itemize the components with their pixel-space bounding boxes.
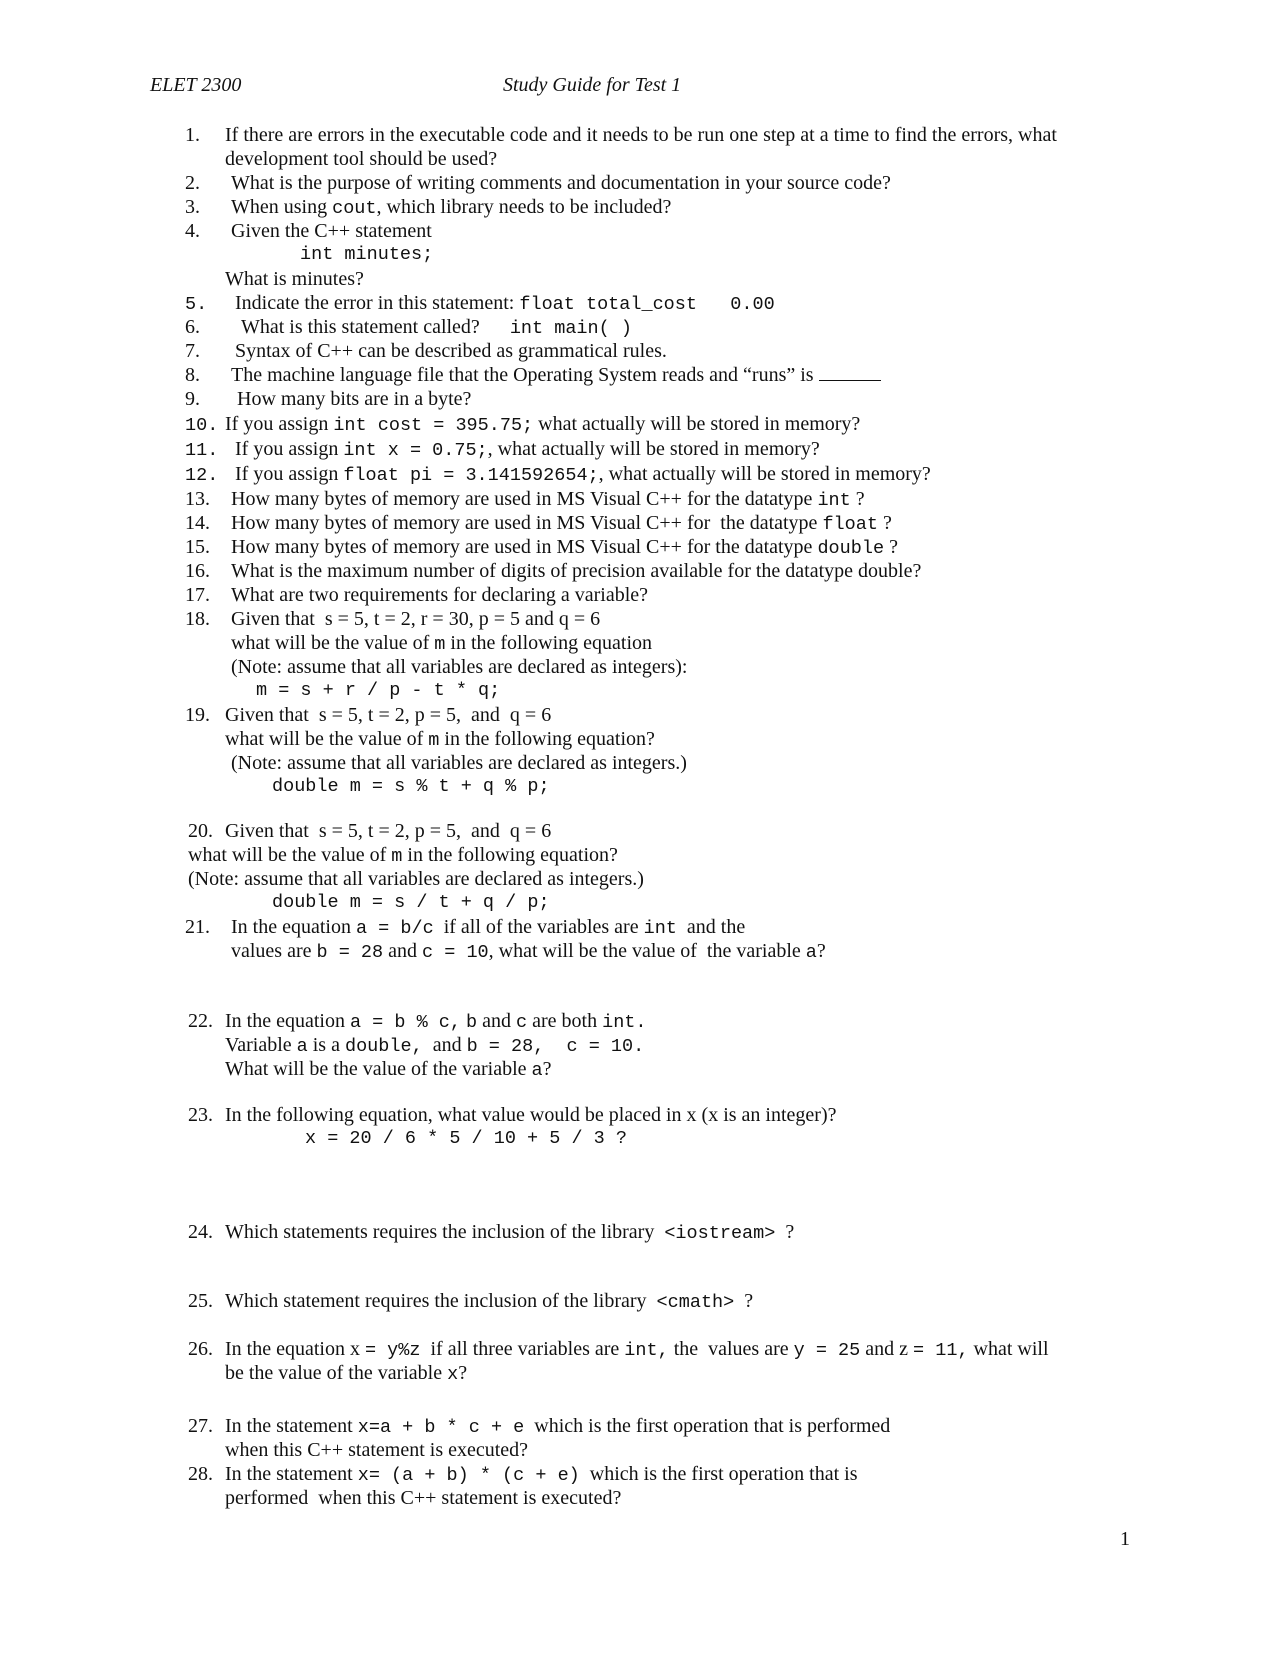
question-22-line2 (225, 1033, 644, 1059)
question-number: 20. (188, 820, 213, 842)
code-inline: = y%z (364, 1340, 421, 1361)
question-number: 5. (185, 294, 208, 315)
answer-blank (819, 364, 881, 381)
question-28-line2: performed when this C++ statement is executed? (225, 1487, 622, 1509)
question-number: 8. (185, 364, 200, 386)
question-number: 1. (185, 124, 200, 146)
question-number: 9. (185, 388, 200, 410)
question-number: 21. (185, 916, 210, 938)
code-inline: float pi = 3.141592654; (343, 465, 599, 486)
question-text: What will be the value of the variable (225, 1058, 527, 1080)
question-text: which is the first operation that is (589, 1463, 858, 1485)
question-text: What is the maximum number of digits of precision available for the datatype double? (231, 560, 922, 582)
variable-a: a (805, 942, 817, 963)
question-10 (185, 412, 860, 438)
question-16 (185, 559, 921, 583)
question-text: Which statements requires the inclusion of the library (225, 1221, 655, 1243)
code-inline: int, (624, 1340, 669, 1361)
question-text: In the equation x (225, 1338, 360, 1360)
question-26-line2 (225, 1361, 467, 1387)
question-text: How many bytes of memory are used in MS Visual C++ for the datatype (231, 488, 813, 510)
code-inline: float (822, 514, 878, 535)
question-text: be the value of the variable (225, 1362, 443, 1384)
question-text-tail: ? (882, 512, 892, 534)
question-18-note: (Note: assume that all variables are declared as integers): (231, 656, 688, 678)
question-number: 17. (185, 584, 210, 606)
code-inline: int cost = 395.75; (333, 415, 534, 436)
code-inline: = 11, (913, 1340, 969, 1361)
question-given: Given that s = 5, t = 2, p = 5, and q = 6 (225, 704, 552, 726)
question-1 (185, 123, 1057, 147)
question-text: In the statement (225, 1463, 353, 1485)
question-text: What is the purpose of writing comments and documentation in your source code? (231, 172, 891, 194)
question-number: 6. (185, 316, 200, 338)
question-27 (188, 1414, 890, 1440)
question-text-tail: , which library needs to be included? (376, 196, 672, 218)
question-text: if all of the variables are (443, 916, 639, 938)
variable-c: c (516, 1012, 528, 1033)
question-text: what will (973, 1338, 1049, 1360)
question-20-note: (Note: assume that all variables are declared as integers.) (188, 868, 644, 890)
question-13 (185, 487, 865, 513)
question-text: How many bits are in a byte? (237, 388, 472, 410)
code-line: int minutes; (300, 244, 434, 265)
question-text: what will be the value of (188, 844, 387, 866)
code-inline: y = 25 (793, 1340, 861, 1361)
question-22 (188, 1009, 647, 1035)
question-number: 15. (185, 536, 210, 558)
question-text: How many bytes of memory are used in MS Visual C++ for the datatype (231, 512, 818, 534)
code-line: m = s + r / p - t * q; (256, 680, 501, 701)
question-7 (185, 339, 667, 363)
question-number: 3. (185, 196, 200, 218)
question-text-tail: , what actually will be stored in memory? (598, 463, 931, 485)
variable-x: x (447, 1364, 459, 1385)
question-text: ? (542, 1058, 552, 1080)
question-9 (185, 387, 471, 411)
question-25 (188, 1289, 753, 1315)
question-number: 2. (185, 172, 200, 194)
code-line: x = 20 / 6 * 5 / 10 + 5 / 3 ? (305, 1128, 627, 1149)
question-11 (185, 437, 820, 463)
code-inline: x= (a + b) * (c + e) (357, 1465, 580, 1486)
question-text: ? (816, 940, 826, 962)
code-cout: cout (332, 198, 377, 219)
question-text: What are two requirements for declaring a variable? (231, 584, 649, 606)
question-20 (188, 819, 551, 843)
question-8 (185, 363, 881, 387)
document-title: Study Guide for Test 1 (503, 74, 682, 96)
question-text: and z (865, 1338, 909, 1360)
question-text: Syntax of C++ can be described as grammatical rules. (235, 340, 667, 362)
question-2 (185, 171, 891, 195)
question-number: 25. (188, 1290, 213, 1312)
question-18 (185, 607, 600, 631)
question-number: 18. (185, 608, 210, 630)
question-text: In the equation (231, 916, 351, 938)
question-text-tail: , what actually will be stored in memory? (487, 438, 820, 460)
question-text: Which statement requires the inclusion of the library (225, 1290, 647, 1312)
code-inline: int main( ) (509, 318, 632, 339)
question-text: ? (744, 1290, 754, 1312)
course-code: ELET 2300 (150, 74, 242, 96)
question-15 (185, 535, 898, 561)
question-14 (185, 511, 892, 537)
question-21-line2 (231, 939, 826, 965)
question-17 (185, 583, 648, 607)
question-number: 19. (185, 704, 210, 726)
question-number: 16. (185, 560, 210, 582)
question-number: 4. (185, 220, 200, 242)
question-text: is a (312, 1034, 340, 1056)
question-text: If you assign (235, 463, 339, 485)
question-text: ? (458, 1362, 468, 1384)
code-inline: double (817, 538, 885, 559)
question-text: what will be the value of (225, 728, 424, 750)
question-text: the values are (673, 1338, 789, 1360)
question-23 (188, 1103, 836, 1127)
variable-m: m (428, 730, 440, 751)
code-line: double m = s % t + q % p; (272, 776, 550, 797)
code-inline: float total_cost 0.00 (519, 294, 775, 315)
question-number: 24. (188, 1221, 213, 1243)
code-inline: x=a + b * c + e (357, 1417, 525, 1438)
question-text: If there are errors in the executable code and it needs to be run one step at a time to find the errors, what (225, 124, 1057, 146)
code-inline: b = 28 (316, 942, 384, 963)
question-text: , what will be the value of the variable (488, 940, 801, 962)
code-inline: int (817, 490, 851, 511)
question-number: 12. (185, 465, 219, 486)
variable-m: m (391, 846, 403, 867)
question-24 (188, 1220, 794, 1246)
question-number: 27. (188, 1415, 213, 1437)
code-inline: int x = 0.75; (343, 440, 488, 461)
code-inline: a = b % c, (349, 1012, 461, 1033)
question-5 (185, 291, 775, 317)
question-26 (188, 1337, 1049, 1363)
question-text: Indicate the error in this statement: (235, 292, 515, 314)
question-text: In the equation (225, 1010, 345, 1032)
question-text: In the statement (225, 1415, 353, 1437)
question-19 (185, 703, 551, 727)
code-inline: c = 10 (422, 942, 489, 963)
question-given: Given that s = 5, t = 2, p = 5, and q = 6 (225, 820, 552, 842)
question-number: 7. (185, 340, 200, 362)
question-12 (185, 462, 931, 488)
question-text: in the following equation? (444, 728, 655, 750)
question-number: 10. (185, 415, 219, 436)
code-line: double m = s / t + q / p; (272, 892, 550, 913)
question-text: How many bytes of memory are used in MS Visual C++ for the datatype (231, 536, 813, 558)
question-6 (185, 315, 632, 341)
question-20-line2 (188, 843, 618, 869)
question-27-line2: when this C++ statement is executed? (225, 1439, 529, 1461)
question-text-tail: ? (889, 536, 898, 558)
question-3 (185, 195, 671, 221)
question-text: if all three variables are (430, 1338, 620, 1360)
question-text: in the following equation? (407, 844, 618, 866)
code-inline: double, (344, 1036, 423, 1057)
code-inline: int. (602, 1012, 647, 1033)
question-text: and the (686, 916, 746, 938)
question-number: 11. (185, 440, 219, 461)
code-inline: <cmath> (656, 1292, 735, 1313)
question-18-line2 (231, 631, 652, 657)
code-inline: a = b/c (355, 918, 434, 939)
page-number: 1 (1120, 1528, 1130, 1550)
question-text: are both (532, 1010, 598, 1032)
code-inline: b = 28, c = 10. (466, 1036, 645, 1057)
question-text: Given the C++ statement (231, 220, 432, 242)
question-text: in the following equation (450, 632, 653, 654)
question-text: When using (231, 196, 328, 218)
variable-a: a (531, 1060, 543, 1081)
question-4-tail: What is minutes? (225, 268, 364, 290)
variable-m: m (434, 634, 446, 655)
question-number: 23. (188, 1104, 213, 1126)
question-28 (188, 1462, 858, 1488)
question-text: and (388, 940, 418, 962)
question-text-tail: what actually will be stored in memory? (538, 413, 861, 435)
question-text: In the following equation, what value would be placed in x (x is an integer)? (225, 1104, 837, 1126)
question-number: 26. (188, 1338, 213, 1360)
question-text: values are (231, 940, 312, 962)
question-19-note: (Note: assume that all variables are declared as integers.) (231, 752, 687, 774)
question-text: If you assign (225, 413, 329, 435)
question-22-line3 (225, 1057, 552, 1083)
variable-a: a (296, 1036, 308, 1057)
question-text: which is the first operation that is performed (534, 1415, 891, 1437)
variable-b: b (466, 1012, 478, 1033)
question-text-tail: ? (855, 488, 865, 510)
question-number: 14. (185, 512, 210, 534)
question-19-line2 (225, 727, 655, 753)
question-text: What is this statement called? (241, 316, 480, 338)
question-text: Variable (225, 1034, 292, 1056)
question-text: ? (785, 1221, 795, 1243)
question-text: what will be the value of (231, 632, 430, 654)
code-inline: int (643, 918, 677, 939)
question-21 (185, 915, 745, 941)
question-number: 13. (185, 488, 210, 510)
question-1-continued: development tool should be used? (225, 148, 498, 170)
question-text: and (432, 1034, 462, 1056)
question-text: and (482, 1010, 511, 1032)
code-inline: <iostream> (664, 1223, 776, 1244)
question-text: The machine language file that the Operating System reads and “runs” is (231, 364, 814, 386)
question-number: 22. (188, 1010, 213, 1032)
question-given: Given that s = 5, t = 2, r = 30, p = 5 and q = 6 (231, 608, 601, 630)
question-4 (185, 219, 432, 243)
question-text: If you assign (235, 438, 339, 460)
question-number: 28. (188, 1463, 213, 1485)
